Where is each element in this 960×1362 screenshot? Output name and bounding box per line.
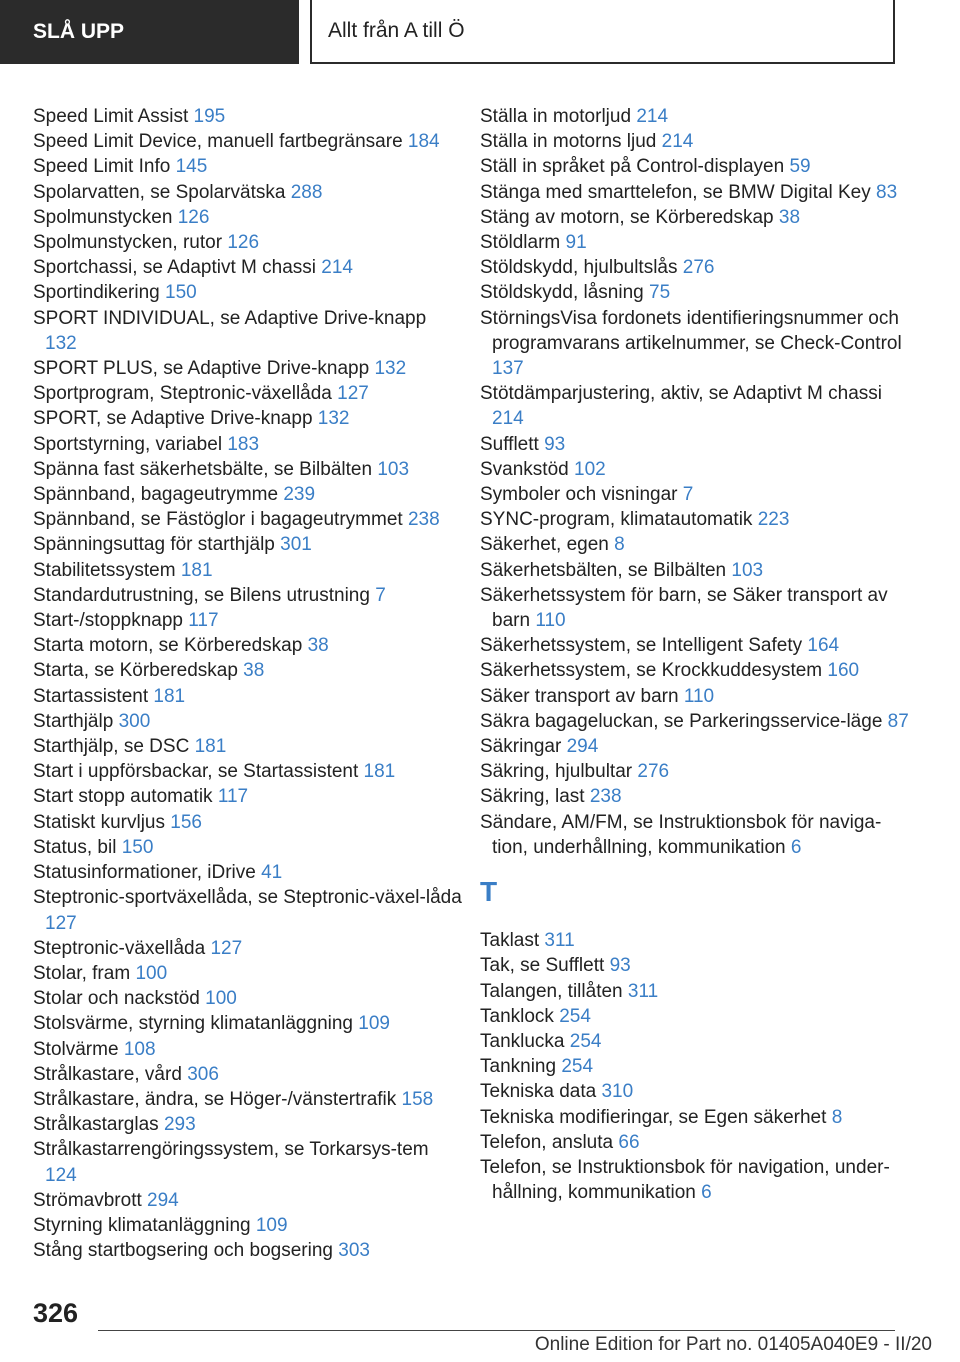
page-link[interactable]: 109 xyxy=(255,1214,288,1236)
section-tab[interactable] xyxy=(0,0,299,64)
page-number: 326 xyxy=(33,1298,79,1328)
page-link[interactable]: 132 xyxy=(374,358,407,380)
index-entry-text: Stång startbogsering och bogsering xyxy=(33,1240,333,1262)
index-entry-text: Starta, se Körberedskap xyxy=(33,660,238,682)
chapter-header xyxy=(310,0,895,64)
index-entry-text: SYNC-program, klimatautomatik xyxy=(480,509,753,531)
index-entry xyxy=(33,734,463,759)
page-link[interactable]: 110 xyxy=(535,610,566,632)
index-entry xyxy=(480,457,910,482)
index-entry-text: Säkerhetssystem, se Intelligent Safety xyxy=(480,635,803,657)
index-entry xyxy=(33,860,463,885)
index-entry xyxy=(33,784,463,809)
index-entry-text: Sportchassi, se Adaptivt M chassi xyxy=(33,257,317,279)
page-link[interactable]: 87 xyxy=(887,710,909,732)
index-entry-text: Strömavbrott xyxy=(33,1189,142,1211)
index-entry-text: Statiskt kurvljus xyxy=(33,811,165,833)
page-link[interactable]: 239 xyxy=(283,484,316,506)
page-link[interactable]: 126 xyxy=(227,232,260,254)
index-entry xyxy=(33,432,463,457)
index-entry-text: Säkerhetssystem för barn, se Säker transport av barn xyxy=(480,584,888,632)
index-entry-text: Start stopp automatik xyxy=(33,786,213,808)
index-entry xyxy=(33,684,463,709)
index-entry-text: Telefon, ansluta xyxy=(480,1131,614,1153)
page-link[interactable]: 100 xyxy=(205,988,237,1010)
index-entry xyxy=(480,583,910,633)
index-entry xyxy=(480,180,910,205)
page-link[interactable]: 306 xyxy=(187,1063,219,1085)
index-entry xyxy=(480,633,910,658)
index-entry xyxy=(480,953,910,978)
index-entry-text: Säkring, hjulbultar xyxy=(480,761,633,783)
index-entry xyxy=(480,381,910,431)
section-letter: T xyxy=(480,876,498,908)
index-entry-text: Spänningsuttag för starthjälp xyxy=(33,534,275,556)
index-entry-text: Stolar och nackstöd xyxy=(33,988,200,1010)
page-link[interactable]: 254 xyxy=(569,1030,602,1052)
index-entry-text: Sändare, AM/FM, se Instruktionsbok för naviga-tion, underhållning, kommunikation xyxy=(480,811,882,858)
index-entry-text: Säkring, last xyxy=(480,786,585,808)
page-link[interactable]: 276 xyxy=(682,257,715,279)
index-entry xyxy=(480,205,910,230)
page-link[interactable]: 238 xyxy=(407,509,440,531)
index-entry-text: Speed Limit Assist xyxy=(33,106,189,127)
index-entry-text: SPORT INDIVIDUAL, se Adaptive Drive-knapp xyxy=(33,307,427,329)
index-entry xyxy=(33,835,463,860)
index-entry xyxy=(480,507,910,532)
index-entry xyxy=(33,457,463,482)
index-entry xyxy=(480,979,910,1004)
index-entry xyxy=(33,180,463,205)
index-entry xyxy=(33,936,463,961)
index-entry-text: Tekniska modifieringar, se Egen säkerhet xyxy=(480,1106,827,1128)
index-entry-text: Spännband, se Fästöglor i bagageutrymmet xyxy=(33,509,403,531)
index-entry-text: Styrning klimatanläggning xyxy=(33,1214,251,1236)
index-entry xyxy=(480,1130,910,1155)
index-entry xyxy=(480,558,910,583)
page-link[interactable]: 254 xyxy=(561,1056,594,1078)
index-entry-text: Tanklucka xyxy=(480,1030,565,1052)
index-entry xyxy=(33,583,463,608)
index-entry-text: Strålkastarglas xyxy=(33,1114,159,1136)
index-entry xyxy=(33,1087,463,1112)
page-link[interactable]: 75 xyxy=(649,282,671,304)
page-link[interactable]: 300 xyxy=(118,710,151,732)
page-link[interactable]: 238 xyxy=(589,786,622,808)
index-entry-text: Sportindikering xyxy=(33,282,160,304)
page-link[interactable]: 100 xyxy=(135,962,168,984)
page-link[interactable]: 124 xyxy=(45,1164,77,1186)
page-link[interactable]: 108 xyxy=(123,1038,156,1060)
index-entry-text: Start i uppförsbackar, se Startassistent xyxy=(33,761,359,783)
index-entry xyxy=(480,255,910,280)
index-entry xyxy=(480,482,910,507)
index-entry xyxy=(480,1054,910,1079)
index-entry xyxy=(33,759,463,784)
page-link[interactable]: 103 xyxy=(731,559,764,581)
index-entry xyxy=(480,1004,910,1029)
page-link[interactable]: 214 xyxy=(492,408,524,430)
index-entry-text: Statusinformationer, iDrive xyxy=(33,862,256,884)
index-column-right xyxy=(480,104,910,1205)
index-entry-text: Spolmunstycken, rutor xyxy=(33,232,223,254)
page-link[interactable]: 117 xyxy=(188,610,219,632)
page-link[interactable]: 214 xyxy=(636,106,669,127)
index-entry xyxy=(33,608,463,633)
page-link[interactable]: 93 xyxy=(609,955,631,977)
index-entry xyxy=(33,154,463,179)
chapter-title: Allt från A till Ö xyxy=(328,19,465,42)
index-entry-text: Tankning xyxy=(480,1056,557,1078)
section-tab-label: SLÅ UPP xyxy=(33,20,125,43)
index-entry xyxy=(480,928,910,953)
index-entry xyxy=(33,986,463,1011)
index-entry-text: Tak, se Sufflett xyxy=(480,955,605,977)
index-entry-text: Taklast xyxy=(480,930,540,952)
index-entry-text: Ställa in motorns ljud xyxy=(480,131,657,153)
index-entry-text: Svankstöd xyxy=(480,458,569,480)
index-entry-text: Start-/stoppknapp xyxy=(33,610,183,632)
index-entry xyxy=(33,507,463,532)
index-entry-text: Stäng av motorn, se Körberedskap xyxy=(480,206,774,228)
index-entry xyxy=(480,154,910,179)
index-entry xyxy=(480,734,910,759)
page-link[interactable]: 293 xyxy=(163,1114,196,1136)
index-entry-text: Säkringar xyxy=(480,736,562,758)
index-entry xyxy=(480,104,910,129)
index-entry-text: Stabilitetssystem xyxy=(33,559,176,581)
index-entry-text: Säkerhetsbälten, se Bilbälten xyxy=(480,559,727,581)
index-group-s xyxy=(480,104,910,860)
index-entry xyxy=(480,684,910,709)
page-link[interactable]: 126 xyxy=(177,206,210,228)
page-link[interactable]: 93 xyxy=(544,433,566,455)
page-link[interactable]: 150 xyxy=(121,836,154,858)
index-entry xyxy=(33,709,463,734)
index-entry xyxy=(33,885,463,935)
index-entry xyxy=(33,306,463,356)
page-link[interactable]: 184 xyxy=(407,131,440,153)
index-entry-text: Sufflett xyxy=(480,433,539,455)
index-entry-text: Steptronic-sportväxellåda, se Steptronic-växel-låda xyxy=(33,887,462,909)
page-link[interactable]: 223 xyxy=(757,509,790,531)
index-entry-text: Spännband, bagageutrymme xyxy=(33,484,279,506)
index-entry-text: Startassistent xyxy=(33,685,149,707)
page-link[interactable]: 7 xyxy=(375,584,386,606)
page-link[interactable]: 8 xyxy=(831,1106,843,1128)
page-link[interactable]: 288 xyxy=(290,181,323,203)
page-link[interactable]: 102 xyxy=(574,458,606,480)
index-entry-text: StörningsVisa fordonets identifieringsnummer och programvarans artikelnummer, se Check-Control xyxy=(480,307,902,354)
index-entry-text: Steptronic-växellåda xyxy=(33,937,206,959)
page-link[interactable]: 303 xyxy=(338,1240,370,1262)
page-link[interactable]: 183 xyxy=(227,433,260,455)
page-link[interactable]: 181 xyxy=(180,559,213,581)
index-entry-text: Stolar, fram xyxy=(33,962,131,984)
page-link[interactable]: 301 xyxy=(280,534,312,556)
page-link[interactable]: 38 xyxy=(307,635,329,657)
index-entry xyxy=(33,381,463,406)
page-link[interactable]: 38 xyxy=(778,206,801,228)
footer-divider xyxy=(98,1330,895,1331)
page-link[interactable]: 132 xyxy=(45,332,77,354)
page-link[interactable]: 91 xyxy=(565,232,587,254)
page-link[interactable]: 132 xyxy=(317,408,350,430)
page-link[interactable]: 164 xyxy=(807,635,840,657)
page-link[interactable]: 127 xyxy=(45,912,77,934)
index-entry xyxy=(480,1079,910,1104)
index-entry xyxy=(33,1011,463,1036)
index-entry xyxy=(480,709,910,734)
index-entry-text: Status, bil xyxy=(33,836,117,858)
index-entry-text: Symboler och visningar xyxy=(480,484,678,506)
index-entry-text: Stänga med smarttelefon, se BMW Digital Key xyxy=(480,181,871,203)
index-entry-text: Stolsvärme, styrning klimatanläggning xyxy=(33,1013,353,1035)
index-entry xyxy=(33,1188,463,1213)
index-entry xyxy=(33,205,463,230)
page-link[interactable]: 181 xyxy=(153,685,186,707)
index-entry-text: Stöldskydd, hjulbultslås xyxy=(480,257,678,279)
index-entry-text: SPORT, se Adaptive Drive-knapp xyxy=(33,408,313,430)
index-entry xyxy=(33,633,463,658)
index-entry xyxy=(33,1238,463,1263)
page-link[interactable]: 6 xyxy=(701,1182,712,1204)
page-link[interactable]: 158 xyxy=(401,1088,434,1110)
page-link[interactable]: 160 xyxy=(827,660,860,682)
page-link[interactable]: 214 xyxy=(661,131,694,153)
index-entry-text: Starthjälp xyxy=(33,710,114,732)
page-link[interactable]: 66 xyxy=(618,1131,640,1153)
index-entry-text: Ställa in motorljud xyxy=(480,106,632,127)
page-link[interactable]: 59 xyxy=(789,156,811,178)
page-link[interactable]: 109 xyxy=(358,1013,390,1035)
page-link[interactable]: 41 xyxy=(261,862,283,884)
index-entry xyxy=(33,230,463,255)
page-link[interactable]: 7 xyxy=(682,484,694,506)
index-entry xyxy=(33,532,463,557)
page-link[interactable]: 117 xyxy=(217,786,249,808)
index-entry xyxy=(33,406,463,431)
index-entry xyxy=(33,810,463,835)
page-link[interactable]: 181 xyxy=(194,736,227,758)
index-entry-text: Spolarvatten, se Spolarvätska xyxy=(33,181,286,203)
index-entry-text: SPORT PLUS, se Adaptive Drive-knapp xyxy=(33,358,370,380)
index-entry xyxy=(33,961,463,986)
index-entry-text: Säkerhet, egen xyxy=(480,534,609,556)
index-entry xyxy=(33,658,463,683)
index-entry xyxy=(480,1029,910,1054)
index-entry xyxy=(480,1155,910,1205)
page-link[interactable]: 8 xyxy=(614,534,625,556)
index-entry-text: Stöldlarm xyxy=(480,232,561,254)
index-entry-text: Starta motorn, se Körberedskap xyxy=(33,635,303,657)
index-entry xyxy=(33,255,463,280)
page-link[interactable]: 195 xyxy=(193,106,226,127)
index-entry xyxy=(480,432,910,457)
page-link[interactable]: 103 xyxy=(377,458,410,480)
index-entry-text: Stöldskydd, låsning xyxy=(480,282,644,304)
index-entry-text: Tanklock xyxy=(480,1005,554,1027)
index-entry-text: Strålkastare, ändra, se Höger-/vänstertrafik xyxy=(33,1088,397,1110)
page-link[interactable]: 254 xyxy=(559,1005,591,1027)
page-link[interactable]: 310 xyxy=(601,1081,634,1103)
page-link[interactable]: 156 xyxy=(170,811,202,833)
index-entry xyxy=(480,1105,910,1130)
index-entry xyxy=(33,280,463,305)
index-entry xyxy=(480,280,910,305)
index-entry-text: Speed Limit Device, manuell fartbegränsare xyxy=(33,131,403,153)
index-entry-text: Säkerhetssystem, se Krockkuddesystem xyxy=(480,660,823,682)
page-link[interactable]: 145 xyxy=(175,156,208,178)
index-entry xyxy=(480,230,910,255)
index-entry xyxy=(33,1037,463,1062)
page-link[interactable]: 214 xyxy=(321,257,353,279)
page-link[interactable]: 137 xyxy=(492,358,524,380)
index-entry xyxy=(33,1213,463,1238)
index-entry-text: Säker transport av barn xyxy=(480,685,679,707)
index-entry xyxy=(480,658,910,683)
index-entry xyxy=(33,356,463,381)
index-entry-text: Speed Limit Info xyxy=(33,156,171,178)
page-link[interactable]: 294 xyxy=(566,736,599,758)
index-entry-text: Spänna fast säkerhetsbälte, se Bilbälten xyxy=(33,458,373,480)
page-link[interactable]: 311 xyxy=(627,980,659,1002)
index-entry-text: Sportprogram, Steptronic-växellåda xyxy=(33,383,332,405)
index-entry-text: Strålkastare, vård xyxy=(33,1063,182,1085)
index-entry xyxy=(480,759,910,784)
index-entry-text: Säkra bagageluckan, se Parkeringsservice-läge xyxy=(480,710,883,732)
page-link[interactable]: 181 xyxy=(363,761,396,783)
index-entry-text: Talangen, tillåten xyxy=(480,980,623,1002)
index-entry-text: Stolvärme xyxy=(33,1038,119,1060)
page-link[interactable]: 276 xyxy=(637,761,670,783)
index-entry-text: Ställ in språket på Control-displayen xyxy=(480,156,785,178)
index-column-left xyxy=(33,104,463,1263)
index-entry-text: Tekniska data xyxy=(480,1081,597,1103)
index-entry xyxy=(33,482,463,507)
index-entry xyxy=(480,810,910,860)
index-entry-text: Stötdämparjustering, aktiv, se Adaptivt M chassi xyxy=(480,383,882,405)
index-entry xyxy=(480,129,910,154)
index-entry xyxy=(33,558,463,583)
page-link[interactable]: 110 xyxy=(683,685,715,707)
index-entry xyxy=(33,1112,463,1137)
index-entry xyxy=(480,306,910,382)
index-entry xyxy=(33,104,463,129)
index-entry-text: Spolmunstycken xyxy=(33,206,173,228)
index-entry-text: Telefon, se Instruktionsbok för navigation, under-hållning, kommunikation xyxy=(480,1156,890,1204)
index-entry xyxy=(33,129,463,154)
page-link[interactable]: 294 xyxy=(147,1189,179,1211)
page-link[interactable]: 127 xyxy=(337,383,369,405)
page-link[interactable]: 38 xyxy=(243,660,265,682)
page-link[interactable]: 83 xyxy=(876,181,898,203)
index-entry xyxy=(33,1062,463,1087)
page-link[interactable]: 311 xyxy=(544,930,575,952)
index-entry-text: Standardutrustning, se Bilens utrustning xyxy=(33,584,370,606)
index-entry-text: Sportstyrning, variabel xyxy=(33,433,223,455)
index-entry-text: Starthjälp, se DSC xyxy=(33,736,190,758)
index-group-t xyxy=(480,928,910,1205)
page-link[interactable]: 127 xyxy=(210,937,243,959)
footer-text: Online Edition for Part no. 01405A040E9 - II/20 xyxy=(534,1334,932,1355)
index-entry-text: Strålkastarrengöringssystem, se Torkarsys-tem xyxy=(33,1139,429,1161)
index-entry xyxy=(480,784,910,809)
index-entry xyxy=(33,1137,463,1187)
page-link[interactable]: 150 xyxy=(165,282,197,304)
index-entry xyxy=(480,532,910,557)
page-link[interactable]: 6 xyxy=(790,836,802,858)
